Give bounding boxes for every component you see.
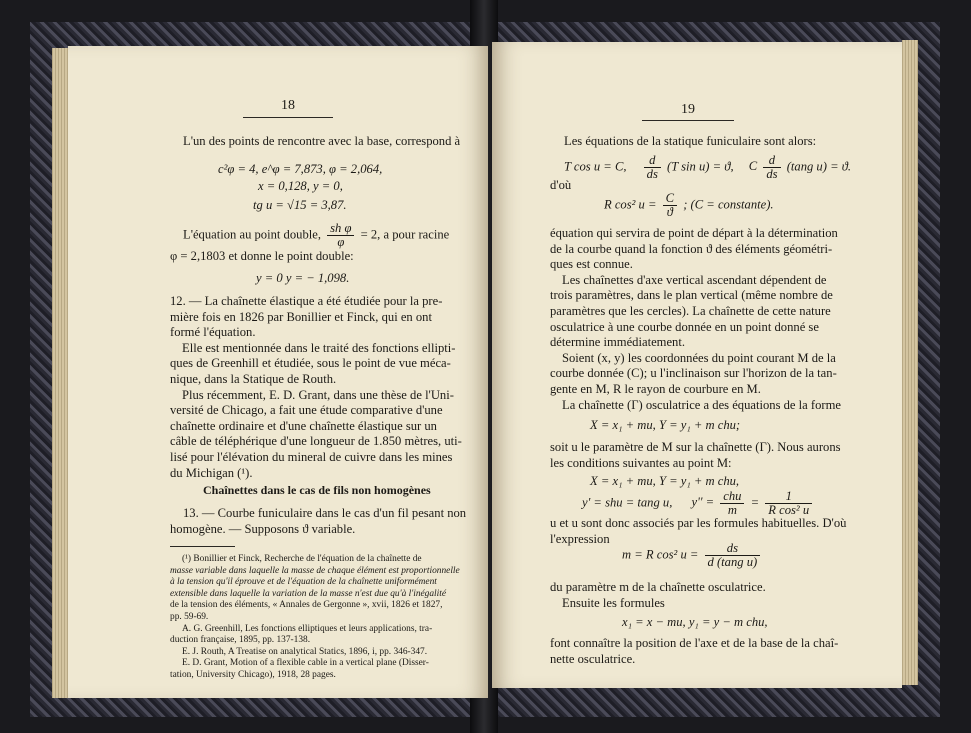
equation: R cos² u = [604, 197, 657, 212]
text-line: équation qui servira de point de départ à la détermination [550, 226, 838, 240]
footnote-line: tation, University Chicago), 1918, 28 pages. [170, 669, 336, 680]
text-line: Les chaînettes d'axe vertical ascendant dépendent de [562, 272, 827, 287]
fraction-numerator: ds [705, 542, 761, 556]
text-line: de la courbe quand la fonction ϑ des éléments géométri- [550, 241, 833, 256]
text-line: Ensuite les formules [562, 595, 665, 610]
left-page [68, 46, 488, 698]
paragraph [550, 580, 870, 611]
equation: T cos u = C, [564, 159, 627, 174]
text-line: versité de Chicago, a fait une étude comparative d'une [170, 403, 443, 418]
paragraph [550, 226, 870, 413]
footnote-line: à la tension qu'il éprouve et de l'équation de la chaînette uniformément [170, 577, 437, 588]
footnote-line: E. J. Routh, A Treatise on analytical Statics, 1896, i, pp. 346-347. [182, 646, 428, 657]
text-line: ques de Greenhill et étudiée, sous le point de vue méca- [170, 356, 451, 371]
text-line: Plus récemment, E. D. Grant, dans une thèse de l'Uni- [182, 387, 454, 402]
page-number: 18 [281, 98, 295, 113]
text-line: formé l'équation. [170, 325, 256, 340]
text-line: lisé pour l'élévation du mineral de cuivre dans les mines [170, 449, 453, 464]
double-point-line [183, 222, 449, 249]
text-line: La chaînette (Γ) osculatrice a des équations de la forme [562, 397, 841, 412]
equation: = [750, 495, 760, 510]
fraction-denominator: ϑ [666, 205, 673, 219]
text-line: paramètres que les cercles). La chaînette de cette nature [550, 303, 831, 318]
text-line: les conditions suivantes au point M: [550, 455, 732, 470]
text-line: détermine immédiatement. [550, 335, 685, 350]
fraction-denominator: ds [766, 167, 778, 181]
equation: y'' = [691, 495, 715, 510]
equation: x₁ = x − mu, y₁ = y − m chu, [622, 615, 768, 629]
text-line: courbe donnée (C); u l'inclinaison sur l'horizon de la tan- [550, 366, 837, 381]
text-line: homogène. — Supposons ϑ variable. [170, 522, 356, 536]
fraction [763, 154, 780, 181]
equation-line [622, 542, 763, 569]
footnote-line: pp. 59-69. [170, 611, 209, 622]
fraction [327, 222, 354, 249]
text-line: d'où [550, 178, 572, 192]
text-line: soit u le paramètre de M sur la chaînette (Γ). Nous aurons [550, 440, 841, 454]
paragraph [550, 440, 870, 471]
text: = 2, a pour racine [360, 227, 450, 242]
equation: c²φ = 4, e^φ = 7,873, φ = 2,064, [218, 162, 383, 176]
fraction-denominator: R cos² u [768, 503, 810, 517]
equation: X = x₁ + mu, Y = y₁ + m chu; [590, 418, 741, 432]
text-line: câble de téléphérique d'une longueur de 1.850 mètres, uti- [170, 434, 462, 449]
right-page [492, 42, 902, 688]
text-line: osculatrice à une courbe donnée en un point donné se [550, 319, 819, 334]
text-line: chaînette ordinaire et d'une chaînette élastique sur un [170, 418, 437, 433]
text-line: nette osculatrice. [550, 651, 636, 666]
text-line: l'expression [550, 531, 610, 546]
paragraph-12 [170, 294, 488, 481]
equation: tg u = √15 = 3,87. [253, 198, 347, 212]
text-line: du paramètre m de la chaînette osculatrice. [550, 580, 766, 594]
fraction-numerator: 1 [765, 490, 812, 504]
paragraph [550, 636, 870, 667]
text-line: Les équations de la statique funiculaire sont alors: [564, 134, 817, 148]
equation-line [582, 490, 815, 517]
page-number: 19 [681, 102, 695, 117]
text-line: ques est connue. [550, 257, 633, 272]
fraction-denominator: φ [337, 235, 345, 249]
equation: x = 0,128, y = 0, [258, 179, 343, 193]
footnote-line: E. D. Grant, Motion of a flexible cable in a vertical plane (Disser- [182, 658, 429, 669]
text-line: font connaître la position de l'axe et de la base de la chaî- [550, 636, 839, 650]
fraction-numerator: chu [720, 490, 744, 504]
footnote-line: A. G. Greenhill, Les fonctions elliptiques et leurs applications, tra- [182, 623, 433, 634]
equation: (T sin u) = ϑ, [667, 159, 734, 174]
fraction [720, 490, 744, 517]
section-heading: Chaînettes dans le cas de fils non homogènes [203, 483, 431, 497]
footnote-line: duction française, 1895, pp. 137-138. [170, 635, 311, 646]
footnote-line: masse variable dans laquelle la masse de chaque élément est proportionnelle [170, 565, 460, 576]
fraction [705, 542, 761, 569]
equation: ; (C = constante). [683, 197, 774, 212]
equation: y = 0 y = − 1,098. [256, 271, 350, 285]
fraction-numerator: d [644, 154, 661, 168]
equation: C [748, 159, 758, 174]
text-line: nique, dans la Statique de Routh. [170, 371, 337, 386]
equation: y' = shu = tang u, [582, 495, 673, 510]
text-line: L'un des points de rencontre avec la base, correspond à [183, 134, 461, 148]
footnote-line: (¹) Bonillier et Finck, Recherche de l'équation de la chaînette de [182, 554, 422, 564]
text-line: 12. — La chaînette élastique a été étudiée pour la pre- [170, 294, 443, 308]
text-line: du Michigan (¹). [170, 465, 253, 480]
fraction [644, 154, 661, 181]
page-number-rule [243, 117, 333, 118]
footnotes [170, 554, 460, 682]
fraction-denominator: d (tang u) [707, 555, 758, 569]
equation: (tang u) = ϑ. [786, 159, 852, 174]
footnote-rule [170, 546, 235, 547]
text-line: mière fois en 1826 par Bonillier et Finck, qui en ont [170, 309, 432, 324]
text-line: Elle est mentionnée dans le traité des fonctions ellipti- [182, 340, 456, 355]
fraction [765, 490, 812, 517]
fraction-denominator: ds [646, 167, 658, 181]
fraction-numerator: d [763, 154, 780, 168]
page-edges-right [902, 40, 918, 685]
footnote-line: extensible dans laquelle la variation de la masse n'est due qu'à l'inégalité [170, 588, 447, 599]
page-number-rule [642, 120, 734, 121]
text-line: 13. — Courbe funiculaire dans le cas d'un fil pesant non [183, 506, 467, 520]
fraction [663, 192, 677, 219]
equation: m = R cos² u = [622, 547, 699, 562]
text-line: trois paramètres, dans le plan vertical (même nombre de [550, 288, 833, 303]
equation-line [564, 154, 851, 181]
text-line: Soient (x, y) les coordonnées du point courant M de la [562, 350, 836, 365]
text: L'équation au point double, [183, 227, 321, 242]
equation-line [604, 192, 774, 219]
text-line: u et u sont donc associés par les formules habituelles. D'où [550, 516, 847, 530]
text-line: gente en M, R le rayon de courbure en M. [550, 381, 761, 396]
fraction-numerator: sh φ [327, 222, 354, 236]
equation: X = x₁ + mu, Y = y₁ + m chu, [590, 474, 740, 488]
fraction-numerator: C [663, 192, 677, 206]
fraction-denominator: m [727, 503, 737, 517]
text-line: φ = 2,1803 et donne le point double: [170, 249, 354, 263]
footnote-line: de la tension des éléments, « Annales de Gergonne », xvii, 1826 et 1827, [170, 600, 443, 611]
